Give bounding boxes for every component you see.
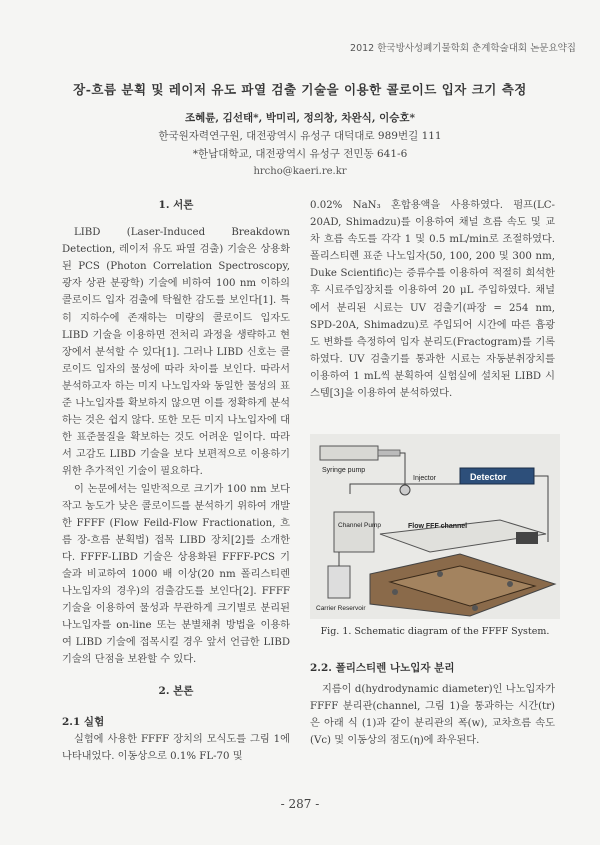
flow-channel-label: Flow FFF channel [408,523,468,530]
journal-header: 2012 한국방사성폐기물학회 춘계학술대회 논문요약집 [350,43,576,54]
section-2-heading: 2. 본론 [158,684,194,697]
injector-label: Injector [413,475,436,482]
left-column [62,197,290,765]
affiliation-2: *한남대학교, 대전광역시 유성구 전민동 641-6 [192,148,408,160]
intro-paragraph-2: 이 논문에서는 일반적으로 크기가 100 nm 보다 작고 농도가 낮은 콜로이드를 분석하기 위하여 개발한 FFFF (Flow Feild-Flow Fractionation, 흐름 장-흐름 분획법) 접목 LIBD 장치[2]를 소개한다. FFFF-LIBD 기술은 상용화된 FFFF-PCS 기술과 비교하여 1000 배 이상(20 nm 폴리스티렌 나노입자의 경우)의 검출감도를 보인다[2]. FFFF 기술을 이용하여 물성과 무관하게 크기별로 분리된 나노입자를 on-line 또는 분별채취 방법을 이용하여 LIBD 기술에 접목시킬 경우 앞서 언급한 LIBD 기술의 단점을 보완할 수 있다. [62,483,290,666]
ffff-system-figure [310,434,560,619]
intro-paragraph-1: LIBD (Laser-Induced Breakdown Detection, 레이저 유도 파열 검출) 기술은 상용화된 PCS (Photon Correlation Spectroscopy, 광자 상관 분광학) 기술에 비하여 100 nm 이하의 콜로이드 입자 검출에 탁월한 감도를 보인다[1]. 특히 지하수에 존재하는 미량의 콜로이드 입자도 LIBD 기술을 이용하면 전처리 과정을 생략하고 현장에서 분석할 수 있다[1]. 그러나 LIBD 신호는 콜로이드 입자의 물성에 따라 차이를 보인다. 따라서 분석하고자 하는 미지 나노입자와 동일한 물성의 표준 나노입자를 확보하지 않으면 이를 정확하게 분석하는 것은 쉽지 않다. 또한 모든 미지 나노입자에 대한 표준물질을 확보하는 것도 어려운 일이다. 따라서 고감도 LIBD 기술을 보다 보편적으로 이용하기 위한 추가적인 기술이 필요하다. [62,227,290,478]
subsection-2-2-heading: 2.2. 폴리스티렌 나노입자 분리 [310,662,455,674]
experiment-paragraph-continued: 0.02% NaN₃ 혼합용액을 사용하였다. 펌프(LC-20AD, Shimadzu)를 이용하여 채널 흐름 속도 및 교차 흐름 속도를 각각 1 및 0.5 mL/min로 조절하였다. 폴리스티렌 표준 나노입자(50, 100, 200 및 300 nm, Duke Scientific)는 증류수를 이용하여 적절히 희석한 후 시료주입장치를 이용하여 20 μL 주입하였다. 채널에서 분리된 시료는 UV 검출기(파장 = 254 nm, SPD-20A, Shimadzu)로 주입되어 시간에 따른 흡광도 변화를 측정하여 입자 분리도(Fractogram)를 기록하였다. UV 검출기를 통과한 시료는 자동분취장치를 이용하여 1 mL씩 분획하여 실험실에 설치된 LIBD 시스템[3]을 이용하여 분석하였다. [310,200,555,400]
contact-email[interactable]: hrcho@kaeri.re.kr [253,166,347,177]
ffff-schematic [310,434,560,619]
separation-paragraph: 지름이 d(hydrodynamic diameter)인 나노입자가 FFFF 분리관(channel, 그림 1)을 통과하는 시간(tr)은 아래 식 (1)과 같이 분리관의 폭(w), 교차흐름 속도(Vc) 및 이동상의 점도(η)에 좌우된다. [310,684,555,747]
subsection-2-1-heading: 2.1 실험 [62,715,105,728]
page-number: - 287 - [280,797,320,811]
paper-title: 장-흐름 분획 및 레이저 유도 파열 검출 기술을 이용한 콜로이드 입자 크기 측정 [73,82,527,97]
right-column-bottom [310,660,555,749]
author-list: 조혜륜, 김선태*, 박미리, 정의창, 차완식, 이승호* [184,112,416,124]
figure-1-caption: Fig. 1. Schematic diagram of the FFFF System. [320,626,550,637]
right-column [310,197,555,402]
syringe-pump-label: Syringe pump [322,467,366,474]
channel-pump-label: Channel Pump [338,522,381,529]
affiliation-1: 한국원자력연구원, 대전광역시 유성구 대덕대로 989번길 111 [158,130,442,142]
experiment-paragraph-start: 실험에 사용한 FFFF 장치의 모식도를 그림 1에 나타내었다. 이동상으로 0.1% FL-70 및 [62,733,290,762]
section-1-heading: 1. 서론 [158,199,194,211]
detector-label: Detector [470,472,507,482]
carrier-reservoir-label: Carrier Reservoir [316,605,366,612]
